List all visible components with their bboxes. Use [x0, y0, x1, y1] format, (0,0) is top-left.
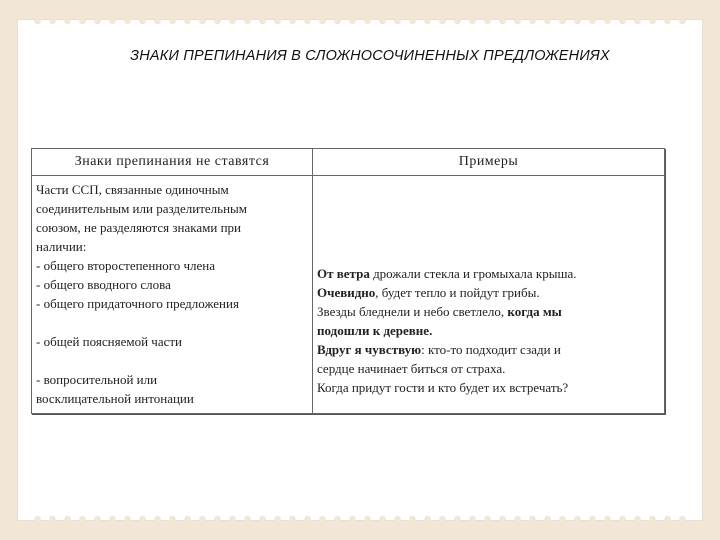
page-title: ЗНАКИ ПРЕПИНАНИЯ В СЛОЖНОСОЧИНЕННЫХ ПРЕДЛОЖЕНИЯХ — [130, 48, 610, 64]
example-2: Очевидно, будет тепло и пойдут грибы. — [317, 285, 540, 300]
notebook-holes-top — [30, 16, 690, 26]
example-4: Вдруг я чувствую: кто-то подходит сзади и — [317, 342, 561, 357]
rule-intro-line: союзом, не разделяются знаками при — [36, 220, 241, 235]
rule-item: - общей поясняемой части — [36, 334, 182, 349]
rule-item: - вопросительной или — [36, 372, 158, 387]
example-5: Когда придут гости и кто будет их встречать? — [317, 380, 569, 395]
header-row — [32, 149, 665, 176]
rule-item: восклицательной интонации — [36, 391, 194, 406]
example-4-cont: сердце начинает биться от страха. — [317, 361, 506, 376]
example-3-cont: подошли к деревне. — [317, 323, 433, 338]
rule-intro-line: наличии: — [36, 239, 87, 254]
rule-intro-line: соединительным или разделительным — [36, 201, 247, 216]
header-no-punctuation: Знаки препинания не ставятся — [32, 149, 313, 176]
notebook-holes-bottom — [30, 514, 690, 524]
content-row — [32, 176, 665, 414]
rule-item: - общего вводного слова — [36, 277, 171, 292]
rule-item: - общего придаточного предложения — [36, 296, 239, 311]
example-1: От ветра дрожали стекла и громыхала крыша. — [317, 266, 577, 281]
rule-item: - общего второстепенного члена — [36, 258, 216, 273]
examples-cell — [313, 176, 665, 414]
rule-intro-line: Части ССП, связанные одиночным — [36, 182, 229, 197]
punctuation-table — [31, 148, 665, 414]
example-3: Звезды бледнели и небо светлело, когда мы — [317, 304, 562, 319]
header-examples: Примеры — [313, 149, 665, 176]
rules-cell — [32, 176, 313, 414]
